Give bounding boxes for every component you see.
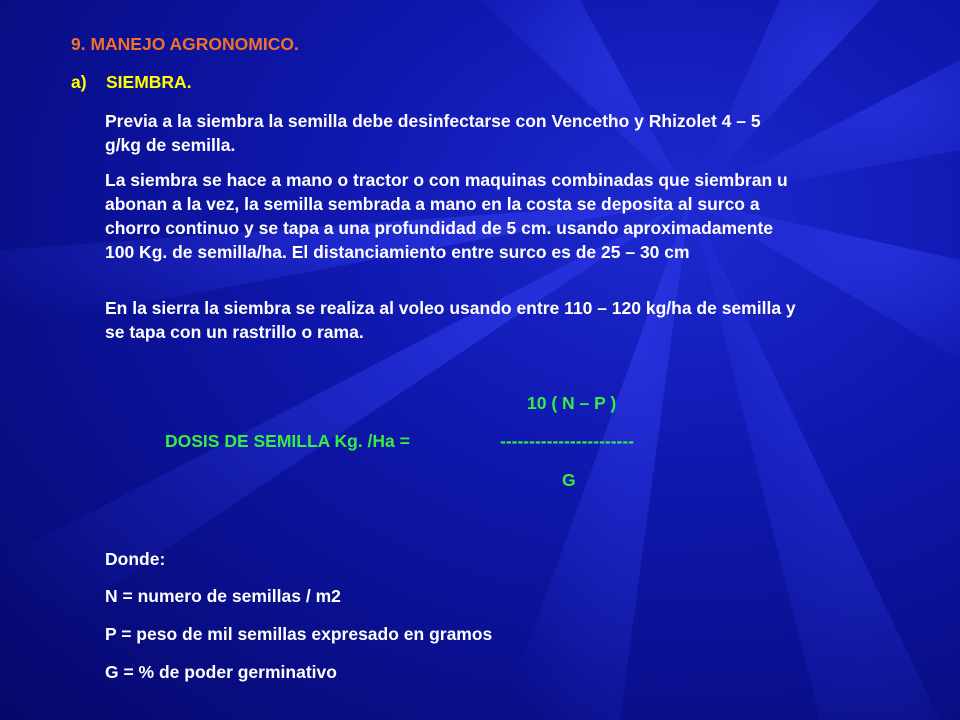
definition-item-p: P = peso de mil semillas expresado en gramos bbox=[105, 624, 493, 644]
definition-item-n: N = numero de semillas / m2 bbox=[105, 586, 341, 606]
section-title: 9. MANEJO AGRONOMICO. bbox=[71, 34, 299, 54]
definition-item-g: G = % de poder germinativo bbox=[105, 662, 337, 682]
formula-fraction-line: ----------------------- bbox=[500, 431, 635, 451]
formula-numerator: 10 ( N – P ) bbox=[527, 393, 617, 413]
paragraph-line: abonan a la vez, la semilla sembrada a mano en la costa se deposita al surco a bbox=[105, 194, 760, 214]
paragraph-line: chorro continuo y se tapa a una profundidad de 5 cm. usando aproximadamente bbox=[105, 218, 774, 238]
paragraph-line: En la sierra la siembra se realiza al voleo usando entre 110 – 120 kg/ha de semilla y bbox=[105, 298, 796, 318]
definitions-heading: Donde: bbox=[105, 549, 166, 569]
paragraph-desinfeccion bbox=[105, 109, 950, 157]
formula-label: DOSIS DE SEMILLA Kg. /Ha = bbox=[165, 431, 410, 451]
paragraph-line: La siembra se hace a mano o tractor o con maquinas combinadas que siembran u bbox=[105, 170, 788, 190]
subsection-title: SIEMBRA. bbox=[106, 72, 192, 92]
formula-denominator: G bbox=[562, 470, 576, 490]
paragraph-line: 100 Kg. de semilla/ha. El distanciamiento entre surco es de 25 – 30 cm bbox=[105, 242, 690, 262]
paragraph-siembra-sierra bbox=[105, 296, 950, 344]
paragraph-line: Previa a la siembra la semilla debe desinfectarse con Vencetho y Rhizolet 4 – 5 bbox=[105, 111, 761, 131]
paragraph-line: g/kg de semilla. bbox=[105, 135, 236, 155]
paragraph-line: se tapa con un rastrillo o rama. bbox=[105, 322, 364, 342]
subsection-marker: a) bbox=[71, 72, 87, 92]
paragraph-siembra-costa bbox=[105, 168, 950, 264]
